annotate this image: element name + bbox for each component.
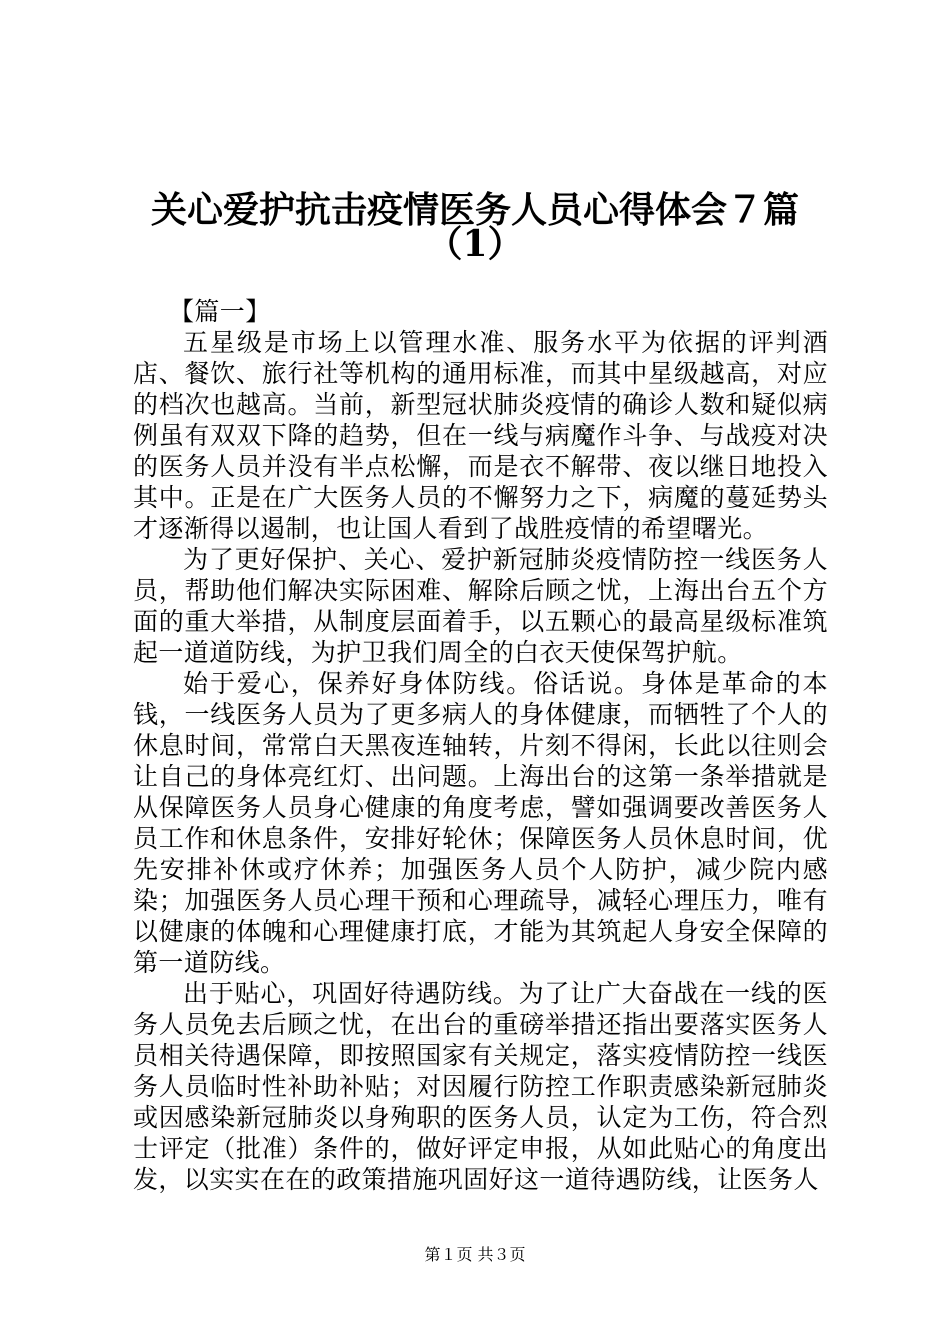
paragraph-1: 五星级是市场上以管理水准、服务水平为依据的评判酒店、餐饮、旅行社等机构的通用标准，而其中星级越高，对应的档次也越高。当前，新型冠状肺炎疫情的确诊人数和疑似病例虽有双双下降的趋势，但在一线与病魔作斗争、与战疫对决的医务人员并没有半点松懈，而是衣不解带、夜以继日地投入其中。正是在广大医务人员的不懈努力之下，病魔的蔓延势头才逐渐得以遏制，也让国人看到了战胜疫情的希望曙光。: [133, 328, 828, 543]
section-label: 【篇一】: [169, 297, 271, 326]
paragraph-3: 始于爱心，保养好身体防线。俗话说。身体是革命的本钱，一线医务人员为了更多病人的身体健康，而牺牲了个人的休息时间，常常白天黑夜连轴转，片刻不得闲，长此以往则会让自己的身体亮红灯、出问题。上海出台的这第一条举措就是从保障医务人员身心健康的角度考虑，譬如强调要改善医务人员工作和休息条件，安排好轮休；保障医务人员休息时间，优先安排补休或疗休养；加强医务人员个人防护，减少院内感染；加强医务人员心理干预和心理疏导，减轻心理压力，唯有以健康的体魄和心理健康打底，才能为其筑起人身安全保障的第一道防线。: [133, 669, 828, 977]
page-footer: 第１页 共３页: [424, 1245, 526, 1264]
page-title: 关心爱护抗击疫情医务人员心得体会７篇: [150, 189, 799, 231]
paragraph-2: 为了更好保护、关心、爱护新冠肺炎疫情防控一线医务人员，帮助他们解决实际困难、解除后顾之忧，上海出台五个方面的重大举措，从制度层面着手，以五颗心的最高星级标准筑起一道道防线，为护卫我们周全的白衣天使保驾护航。: [133, 545, 828, 667]
page-title-subtitle: （1）: [426, 223, 524, 265]
document-body: [133, 296, 828, 1195]
paragraph-4: 出于贴心，巩固好待遇防线。为了让广大奋战在一线的医务人员免去后顾之忧，在出台的重磅举措还指出要落实医务人员相关待遇保障，即按照国家有关规定，落实疫情防控一线医务人员临时性补助补贴；对因履行防控工作职责感染新冠肺炎或因感染新冠肺炎以身殉职的医务人员，认定为工伤，符合烈士评定（批准）条件的，做好评定申报，从如此贴心的角度出发，以实实在在的政策措施巩固好这一道待遇防线，让医务人: [133, 979, 828, 1194]
